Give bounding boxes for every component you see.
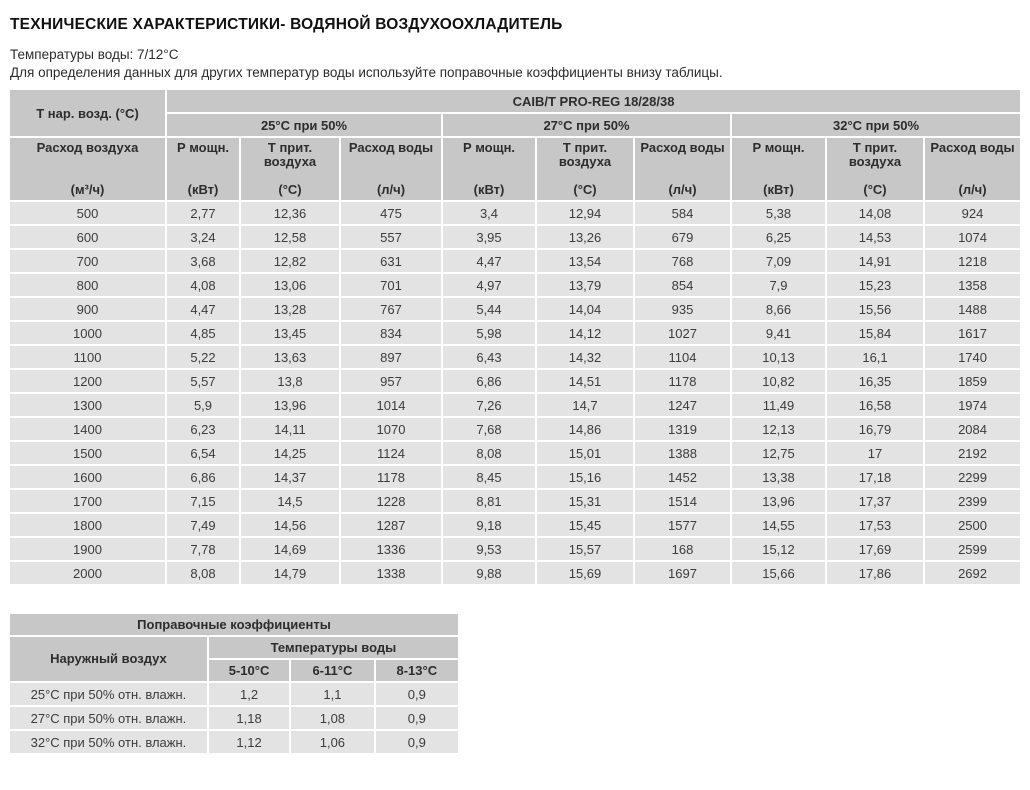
coefficient-cell: 0,9 [376, 707, 458, 729]
value-cell: 2192 [925, 442, 1020, 464]
column-header-unit: (л/ч) [376, 182, 406, 197]
airflow-cell: 1400 [10, 418, 165, 440]
value-cell: 13,96 [241, 394, 339, 416]
value-cell: 16,1 [827, 346, 923, 368]
value-cell: 2,77 [167, 202, 239, 224]
coefficient-cell: 1,1 [291, 683, 373, 705]
value-cell: 1452 [635, 466, 730, 488]
value-cell: 7,26 [443, 394, 535, 416]
value-cell: 14,04 [537, 298, 633, 320]
value-cell: 15,57 [537, 538, 633, 560]
column-header-label: Р мощн. [462, 140, 516, 155]
value-cell: 15,12 [732, 538, 825, 560]
value-cell: 6,54 [167, 442, 239, 464]
value-cell: 9,53 [443, 538, 535, 560]
value-cell: 3,24 [167, 226, 239, 248]
value-cell: 14,12 [537, 322, 633, 344]
outdoor-air-header [10, 637, 207, 681]
value-cell: 1740 [925, 346, 1020, 368]
airflow-cell: 500 [10, 202, 165, 224]
value-cell: 11,49 [732, 394, 825, 416]
value-cell: 1859 [925, 370, 1020, 392]
coefficient-cell: 0,9 [376, 683, 458, 705]
value-cell: 1178 [341, 466, 441, 488]
value-cell: 5,38 [732, 202, 825, 224]
table-row [10, 346, 1020, 368]
value-cell: 5,44 [443, 298, 535, 320]
value-cell: 13,28 [241, 298, 339, 320]
value-cell: 631 [341, 250, 441, 272]
value-cell: 15,01 [537, 442, 633, 464]
column-header [827, 138, 923, 200]
coefficient-cell: 1,2 [209, 683, 289, 705]
value-cell: 8,66 [732, 298, 825, 320]
model-header-row [10, 90, 1020, 112]
value-cell: 2399 [925, 490, 1020, 512]
value-cell: 17,18 [827, 466, 923, 488]
value-cell: 17,53 [827, 514, 923, 536]
value-cell: 6,86 [167, 466, 239, 488]
coefficient-cell: 1,06 [291, 731, 373, 753]
column-header [537, 138, 633, 200]
value-cell: 13,26 [537, 226, 633, 248]
table-row [10, 250, 1020, 272]
column-header-label: Расход воды [930, 140, 1015, 155]
airflow-cell: 1700 [10, 490, 165, 512]
value-cell: 9,88 [443, 562, 535, 584]
correction-row-label: 25°С при 50% отн. влажн. [10, 683, 207, 705]
airflow-cell: 1200 [10, 370, 165, 392]
value-cell: 15,23 [827, 274, 923, 296]
value-cell: 924 [925, 202, 1020, 224]
table-row [10, 226, 1020, 248]
water-temp-range-header-3: 8-13°С [376, 660, 458, 681]
value-cell: 1104 [635, 346, 730, 368]
value-cell: 1074 [925, 226, 1020, 248]
column-header-unit: (°С) [863, 182, 887, 197]
value-cell: 1388 [635, 442, 730, 464]
value-cell: 7,68 [443, 418, 535, 440]
value-cell: 13,45 [241, 322, 339, 344]
column-header-label: Т прит. воздуха [263, 140, 317, 169]
correction-title-row [10, 614, 458, 635]
value-cell: 15,45 [537, 514, 633, 536]
value-cell: 9,41 [732, 322, 825, 344]
value-cell: 5,57 [167, 370, 239, 392]
correction-row-label: 27°С при 50% отн. влажн. [10, 707, 207, 729]
value-cell: 4,47 [167, 298, 239, 320]
value-cell: 15,31 [537, 490, 633, 512]
value-cell: 14,08 [827, 202, 923, 224]
column-header-unit: (кВт) [763, 182, 794, 197]
table-row [10, 538, 1020, 560]
water-temp-range-header-1: 5-10°С [209, 660, 289, 681]
column-header-label: Расход воды [640, 140, 725, 155]
value-cell: 12,82 [241, 250, 339, 272]
value-cell: 3,95 [443, 226, 535, 248]
value-cell: 854 [635, 274, 730, 296]
coefficient-cell: 1,08 [291, 707, 373, 729]
performance-table [8, 88, 1022, 586]
value-cell: 6,43 [443, 346, 535, 368]
value-cell: 14,37 [241, 466, 339, 488]
value-cell: 14,86 [537, 418, 633, 440]
value-cell: 13,63 [241, 346, 339, 368]
value-cell: 8,08 [443, 442, 535, 464]
value-cell: 4,08 [167, 274, 239, 296]
coefficient-cell: 0,9 [376, 731, 458, 753]
table-row [10, 202, 1020, 224]
performance-table-body [10, 202, 1020, 584]
value-cell: 834 [341, 322, 441, 344]
value-cell: 3,4 [443, 202, 535, 224]
value-cell: 17,86 [827, 562, 923, 584]
value-cell: 15,16 [537, 466, 633, 488]
value-cell: 12,75 [732, 442, 825, 464]
airflow-cell: 1800 [10, 514, 165, 536]
value-cell: 1319 [635, 418, 730, 440]
value-cell: 17,37 [827, 490, 923, 512]
value-cell: 12,13 [732, 418, 825, 440]
value-cell: 557 [341, 226, 441, 248]
value-cell: 10,13 [732, 346, 825, 368]
value-cell: 16,35 [827, 370, 923, 392]
coefficient-cell: 1,12 [209, 731, 289, 753]
value-cell: 4,85 [167, 322, 239, 344]
table-row [10, 442, 1020, 464]
value-cell: 957 [341, 370, 441, 392]
value-cell: 1358 [925, 274, 1020, 296]
value-cell: 13,06 [241, 274, 339, 296]
value-cell: 15,69 [537, 562, 633, 584]
value-cell: 2500 [925, 514, 1020, 536]
value-cell: 4,47 [443, 250, 535, 272]
column-header-label: Т прит. воздуха [558, 140, 612, 169]
column-header [732, 138, 825, 200]
column-header [341, 138, 441, 200]
airflow-cell: 1900 [10, 538, 165, 560]
value-cell: 15,56 [827, 298, 923, 320]
correction-coefficients-table [8, 612, 460, 755]
column-header [443, 138, 535, 200]
outdoor-air-temp-header: Т нар. возд. (°С) [10, 90, 165, 136]
value-cell: 14,11 [241, 418, 339, 440]
value-cell: 2599 [925, 538, 1020, 560]
group-header-25c: 25°С при 50% [167, 114, 441, 136]
value-cell: 16,58 [827, 394, 923, 416]
column-header-label: Р мощн. [176, 140, 230, 155]
value-cell: 12,58 [241, 226, 339, 248]
value-cell: 17,69 [827, 538, 923, 560]
value-cell: 1336 [341, 538, 441, 560]
table-row [10, 322, 1020, 344]
value-cell: 15,84 [827, 322, 923, 344]
group-header-32c: 32°С при 50% [732, 114, 1020, 136]
column-header-unit: (кВт) [187, 182, 219, 197]
value-cell: 7,15 [167, 490, 239, 512]
coefficient-cell: 1,18 [209, 707, 289, 729]
value-cell: 701 [341, 274, 441, 296]
value-cell: 1027 [635, 322, 730, 344]
value-cell: 1124 [341, 442, 441, 464]
value-cell: 7,78 [167, 538, 239, 560]
value-cell: 14,91 [827, 250, 923, 272]
value-cell: 13,54 [537, 250, 633, 272]
value-cell: 475 [341, 202, 441, 224]
column-header-unit: (л/ч) [668, 182, 697, 197]
airflow-cell: 1000 [10, 322, 165, 344]
airflow-cell: 700 [10, 250, 165, 272]
group-header-27c: 27°С при 50% [443, 114, 730, 136]
value-cell: 12,36 [241, 202, 339, 224]
value-cell: 6,23 [167, 418, 239, 440]
airflow-cell: 1500 [10, 442, 165, 464]
table-row [10, 274, 1020, 296]
value-cell: 1974 [925, 394, 1020, 416]
airflow-header-label: Расход воздуха [36, 140, 139, 155]
column-header-unit: (°С) [573, 182, 597, 197]
value-cell: 14,55 [732, 514, 825, 536]
value-cell: 1514 [635, 490, 730, 512]
value-cell: 14,69 [241, 538, 339, 560]
airflow-cell: 1300 [10, 394, 165, 416]
value-cell: 1070 [341, 418, 441, 440]
correction-row [10, 683, 458, 705]
value-cell: 14,51 [537, 370, 633, 392]
table-row [10, 562, 1020, 584]
value-cell: 1488 [925, 298, 1020, 320]
value-cell: 7,9 [732, 274, 825, 296]
model-header: CAIB/T PRO-REG 18/28/38 [167, 90, 1020, 112]
airflow-column-header [10, 138, 165, 200]
value-cell: 768 [635, 250, 730, 272]
value-cell: 1247 [635, 394, 730, 416]
airflow-cell: 900 [10, 298, 165, 320]
value-cell: 2084 [925, 418, 1020, 440]
correction-row [10, 731, 458, 753]
value-cell: 5,9 [167, 394, 239, 416]
value-cell: 2299 [925, 466, 1020, 488]
airflow-cell: 600 [10, 226, 165, 248]
value-cell: 9,18 [443, 514, 535, 536]
table-row [10, 490, 1020, 512]
correction-table-body [10, 683, 458, 753]
value-cell: 7,09 [732, 250, 825, 272]
value-cell: 14,7 [537, 394, 633, 416]
table-row [10, 418, 1020, 440]
value-cell: 14,25 [241, 442, 339, 464]
value-cell: 13,8 [241, 370, 339, 392]
water-temperatures-header: Температуры воды [209, 637, 458, 658]
value-cell: 10,82 [732, 370, 825, 392]
value-cell: 2692 [925, 562, 1020, 584]
value-cell: 13,79 [537, 274, 633, 296]
value-cell: 13,38 [732, 466, 825, 488]
water-temperature-subtitle: Температуры воды: 7/12°С [10, 47, 179, 62]
value-cell: 8,45 [443, 466, 535, 488]
table-row [10, 466, 1020, 488]
correction-table-title: Поправочные коэффициенты [10, 614, 458, 635]
airflow-cell: 800 [10, 274, 165, 296]
column-header-row [10, 138, 1020, 200]
value-cell: 1218 [925, 250, 1020, 272]
value-cell: 1228 [341, 490, 441, 512]
value-cell: 15,66 [732, 562, 825, 584]
column-header-unit: (л/ч) [958, 182, 987, 197]
table-row [10, 514, 1020, 536]
airflow-cell: 1100 [10, 346, 165, 368]
outdoor-air-header-label: Наружный воздух [50, 651, 167, 666]
table-row [10, 370, 1020, 392]
water-temp-range-header-2: 6-11°С [291, 660, 373, 681]
value-cell: 1338 [341, 562, 441, 584]
column-header [635, 138, 730, 200]
value-cell: 1178 [635, 370, 730, 392]
value-cell: 7,49 [167, 514, 239, 536]
value-cell: 14,79 [241, 562, 339, 584]
value-cell: 584 [635, 202, 730, 224]
airflow-header-unit: (м³/ч) [70, 182, 105, 197]
value-cell: 16,79 [827, 418, 923, 440]
column-header-label: Т прит. воздуха [848, 140, 902, 169]
column-header-unit: (°С) [278, 182, 302, 197]
column-header-label: Расход воды [348, 140, 434, 155]
value-cell: 8,08 [167, 562, 239, 584]
table-row [10, 298, 1020, 320]
value-cell: 1617 [925, 322, 1020, 344]
value-cell: 4,97 [443, 274, 535, 296]
correction-group-row [10, 637, 458, 658]
correction-row [10, 707, 458, 729]
value-cell: 12,94 [537, 202, 633, 224]
value-cell: 14,5 [241, 490, 339, 512]
column-header [925, 138, 1020, 200]
page-title: ТЕХНИЧЕСКИЕ ХАРАКТЕРИСТИКИ- ВОДЯНОЙ ВОЗДУХООХЛАДИТЕЛЬ [10, 16, 563, 33]
value-cell: 17 [827, 442, 923, 464]
value-cell: 1014 [341, 394, 441, 416]
value-cell: 1287 [341, 514, 441, 536]
value-cell: 14,53 [827, 226, 923, 248]
column-header [241, 138, 339, 200]
value-cell: 5,98 [443, 322, 535, 344]
table-row [10, 394, 1020, 416]
value-cell: 679 [635, 226, 730, 248]
value-cell: 13,96 [732, 490, 825, 512]
column-header-label: Р мощн. [752, 140, 805, 155]
airflow-cell: 1600 [10, 466, 165, 488]
value-cell: 1697 [635, 562, 730, 584]
value-cell: 897 [341, 346, 441, 368]
value-cell: 14,32 [537, 346, 633, 368]
value-cell: 935 [635, 298, 730, 320]
column-header [167, 138, 239, 200]
value-cell: 14,56 [241, 514, 339, 536]
value-cell: 6,25 [732, 226, 825, 248]
value-cell: 1577 [635, 514, 730, 536]
value-cell: 6,86 [443, 370, 535, 392]
correction-row-label: 32°С при 50% отн. влажн. [10, 731, 207, 753]
value-cell: 168 [635, 538, 730, 560]
value-cell: 767 [341, 298, 441, 320]
airflow-cell: 2000 [10, 562, 165, 584]
value-cell: 8,81 [443, 490, 535, 512]
column-header-unit: (кВт) [473, 182, 505, 197]
value-cell: 5,22 [167, 346, 239, 368]
correction-note: Для определения данных для других температур воды используйте поправочные коэффициенты внизу таблицы. [10, 65, 723, 80]
value-cell: 3,68 [167, 250, 239, 272]
